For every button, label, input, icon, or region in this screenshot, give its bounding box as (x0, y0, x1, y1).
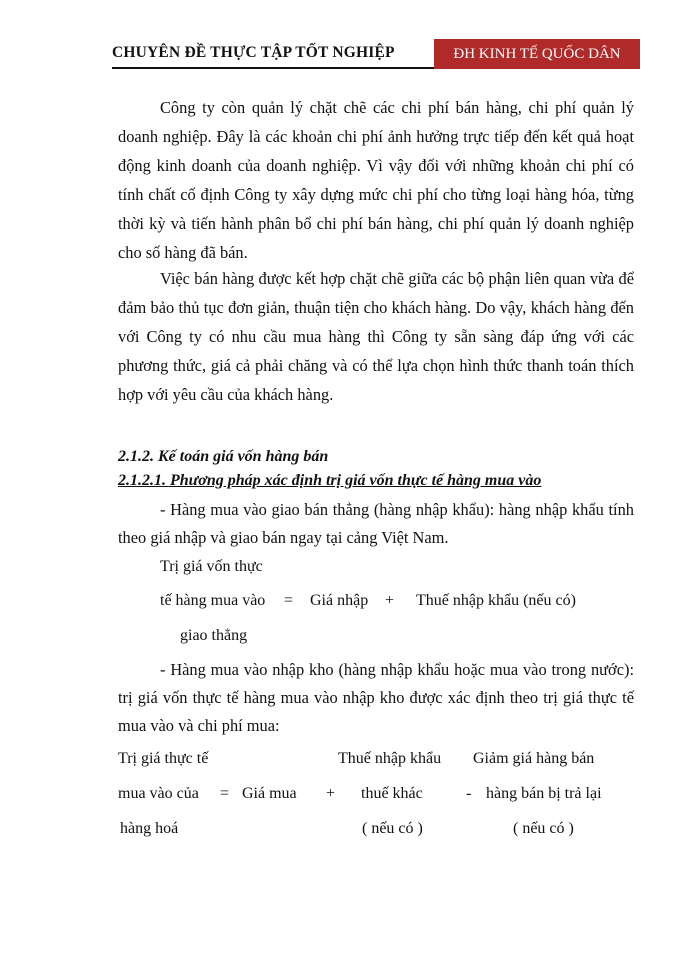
formula1-line2-left: tế hàng mua vào (160, 592, 266, 609)
formula1-equals: = (284, 592, 294, 609)
formula1-plus: + (385, 592, 395, 609)
heading-2-1-2-1: 2.1.2.1. Phương pháp xác định trị giá vốn thực tế hàng mua vào (118, 472, 542, 489)
page-header (112, 39, 640, 69)
formula2-term1: Giá mua (242, 785, 297, 802)
formula1-line3: giao thẳng (180, 627, 248, 644)
formula2-term2-line3: ( nếu có ) (362, 820, 423, 837)
formula2-term3-line2: hàng bán bị trả lại (486, 785, 602, 802)
formula1-term1: Giá nhập (310, 592, 369, 609)
paragraph-3: - Hàng mua vào giao bán thẳng (hàng nhập khẩu): hàng nhập khẩu tính theo giá nhập và giao bán ngay tại cảng Việt Nam. (118, 500, 634, 547)
formula2-left3: hàng hoá (120, 820, 179, 837)
formula2-term2-line2: thuế khác (361, 785, 423, 802)
formula1-line1: Trị giá vốn thực (160, 558, 263, 575)
formula2-left1: Trị giá thực tế (118, 750, 209, 767)
header-left-title: CHUYÊN ĐỀ THỰC TẬP TỐT NGHIỆP (112, 39, 434, 69)
formula2-plus: + (326, 785, 336, 802)
heading-2-1-2: 2.1.2. Kế toán giá vốn hàng bán (118, 448, 329, 465)
formula2-term3-line3: ( nếu có ) (513, 820, 574, 837)
formula2-left2: mua vào của (118, 785, 199, 802)
formula2-equals: = (220, 785, 230, 802)
formula2-term3-line1: Giảm giá hàng bán (473, 750, 595, 767)
formula2-minus: - (466, 785, 472, 802)
header-right-title: ĐH KINH TẾ QUỐC DÂN (434, 39, 640, 69)
paragraph-4: - Hàng mua vào nhập kho (hàng nhập khẩu hoặc mua vào trong nước): trị giá vốn thực tế hàng mua vào nhập kho được xác định theo trị giá thực tế mua vào và chi phí mua: (118, 660, 634, 735)
formula2-term2-line1: Thuế nhập khẩu (338, 750, 442, 767)
paragraph-2: Việc bán hàng được kết hợp chặt chẽ giữa các bộ phận liên quan vừa để đảm bảo thủ tục đơn giản, thuận tiện cho khách hàng. Do vậy, khách hàng đến với Công ty có nhu cầu mua hàng thì Công ty sẵn sàng đáp ứng với các phương thức, giá cả phải chăng và có thể lựa chọn hình thức thanh toán thích hợp với yêu cầu của khách hàng. (118, 269, 634, 404)
paragraph-1: Công ty còn quản lý chặt chẽ các chi phí bán hàng, chi phí quản lý doanh nghiệp. Đây là các khoản chi phí ảnh hưởng trực tiếp đến kết quả hoạt động kinh doanh của doanh nghiệp. Vì vậy đối với những khoản chi phí có tính chất cố định Công ty xây dựng mức chi phí cho từng loại hàng hóa, từng thời kỳ và tiến hành phân bổ chi phí bán hàng, chi phí quản lý doanh nghiệp cho số hàng đã bán. (118, 98, 634, 262)
formula1-term2: Thuế nhập khẩu (nếu có) (416, 592, 576, 609)
